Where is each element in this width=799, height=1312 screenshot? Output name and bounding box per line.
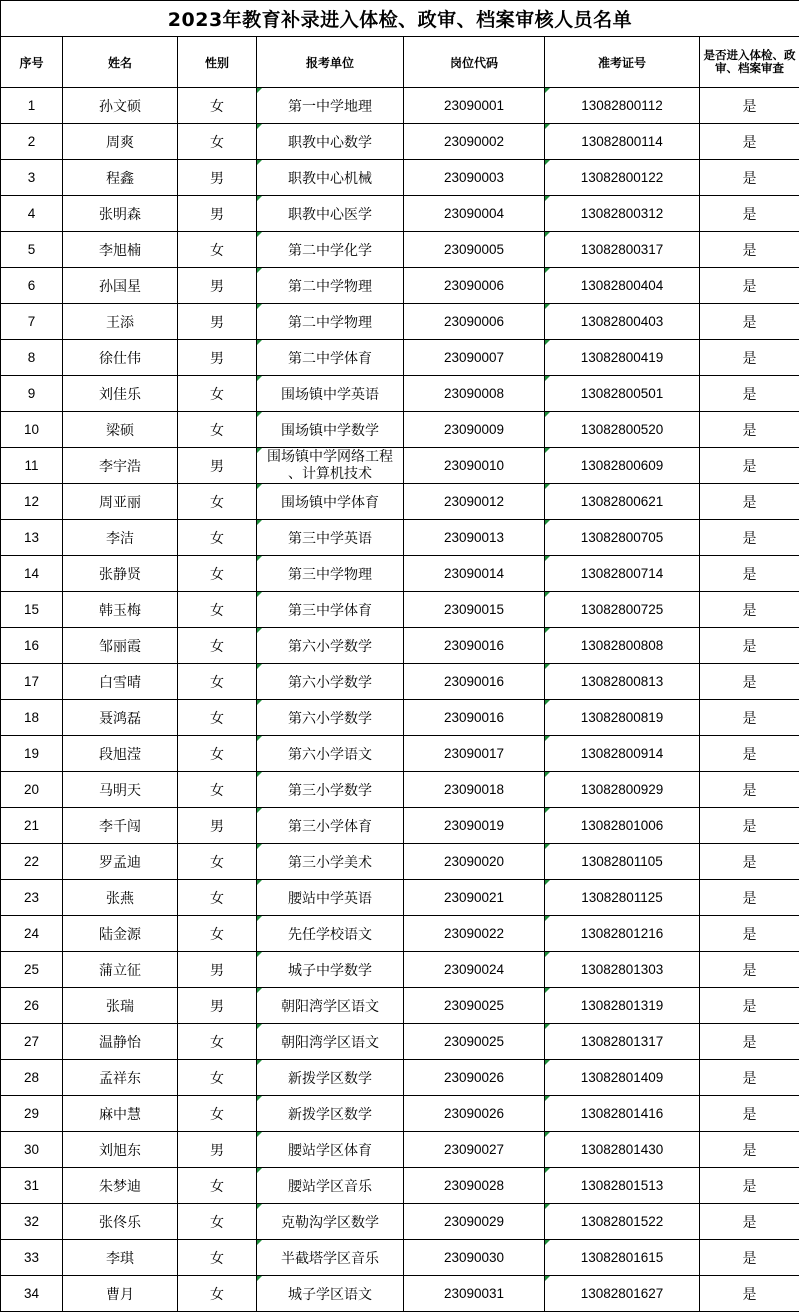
cell-post-code: 23090028 — [404, 1168, 545, 1204]
cell-ticket-no: 13082800312 — [545, 196, 700, 232]
cell-post-code: 23090027 — [404, 1132, 545, 1168]
cell-status: 是 — [700, 340, 799, 376]
table-row — [1, 1024, 799, 1060]
cell-name: 孙文硕 — [63, 88, 178, 124]
table-row — [1, 772, 799, 808]
cell-status: 是 — [700, 520, 799, 556]
cell-seq: 29 — [1, 1096, 63, 1132]
cell-name: 刘佳乐 — [63, 376, 178, 412]
cell-post-code: 23090004 — [404, 196, 545, 232]
cell-post-code: 23090030 — [404, 1240, 545, 1276]
table-row — [1, 1132, 799, 1168]
cell-post-code: 23090016 — [404, 664, 545, 700]
cell-post-code: 23090014 — [404, 556, 545, 592]
cell-status: 是 — [700, 916, 799, 952]
table-row — [1, 628, 799, 664]
cell-name: 邹丽霞 — [63, 628, 178, 664]
cell-post-code: 23090012 — [404, 484, 545, 520]
cell-status: 是 — [700, 736, 799, 772]
cell-name: 蒲立征 — [63, 952, 178, 988]
cell-status: 是 — [700, 1204, 799, 1240]
cell-status: 是 — [700, 700, 799, 736]
cell-gender: 女 — [178, 88, 257, 124]
cell-status: 是 — [700, 952, 799, 988]
cell-unit: 第三中学物理 — [257, 556, 404, 592]
cell-ticket-no: 13082800609 — [545, 448, 700, 484]
cell-unit: 第三小学体育 — [257, 808, 404, 844]
cell-status: 是 — [700, 1132, 799, 1168]
cell-ticket-no: 13082800403 — [545, 304, 700, 340]
cell-gender: 女 — [178, 484, 257, 520]
cell-seq: 14 — [1, 556, 63, 592]
table-row — [1, 376, 799, 412]
cell-unit: 第三中学体育 — [257, 592, 404, 628]
cell-gender: 女 — [178, 412, 257, 448]
cell-ticket-no: 13082801105 — [545, 844, 700, 880]
cell-status: 是 — [700, 664, 799, 700]
cell-ticket-no: 13082801409 — [545, 1060, 700, 1096]
cell-post-code: 23090015 — [404, 592, 545, 628]
cell-unit: 腰站学区音乐 — [257, 1168, 404, 1204]
table-row — [1, 700, 799, 736]
table-row — [1, 1204, 799, 1240]
cell-seq: 34 — [1, 1276, 63, 1312]
cell-seq: 1 — [1, 88, 63, 124]
cell-gender: 女 — [178, 736, 257, 772]
cell-ticket-no: 13082800114 — [545, 124, 700, 160]
cell-gender: 女 — [178, 232, 257, 268]
cell-name: 张佟乐 — [63, 1204, 178, 1240]
cell-seq: 23 — [1, 880, 63, 916]
cell-status: 是 — [700, 1096, 799, 1132]
cell-seq: 26 — [1, 988, 63, 1024]
cell-gender: 女 — [178, 556, 257, 592]
cell-seq: 12 — [1, 484, 63, 520]
table-row — [1, 664, 799, 700]
cell-ticket-no: 13082800813 — [545, 664, 700, 700]
cell-post-code: 23090026 — [404, 1096, 545, 1132]
table-row — [1, 556, 799, 592]
cell-seq: 32 — [1, 1204, 63, 1240]
cell-seq: 10 — [1, 412, 63, 448]
cell-name: 罗孟迪 — [63, 844, 178, 880]
cell-seq: 16 — [1, 628, 63, 664]
cell-status: 是 — [700, 988, 799, 1024]
column-header-status: 是否进入体检、政审、档案审查 — [700, 37, 799, 88]
cell-gender: 女 — [178, 1204, 257, 1240]
cell-seq: 24 — [1, 916, 63, 952]
column-header-gender: 性别 — [178, 37, 257, 88]
cell-name: 李千闯 — [63, 808, 178, 844]
cell-seq: 18 — [1, 700, 63, 736]
table-row — [1, 484, 799, 520]
cell-gender: 女 — [178, 1276, 257, 1312]
cell-ticket-no: 13082800914 — [545, 736, 700, 772]
cell-name: 温静怡 — [63, 1024, 178, 1060]
cell-unit-line: 、计算机技术 — [288, 465, 372, 482]
cell-name: 曹月 — [63, 1276, 178, 1312]
table-row — [1, 124, 799, 160]
cell-post-code: 23090022 — [404, 916, 545, 952]
cell-ticket-no: 13082801125 — [545, 880, 700, 916]
cell-ticket-no: 13082800725 — [545, 592, 700, 628]
table-row — [1, 1096, 799, 1132]
cell-seq: 5 — [1, 232, 63, 268]
cell-unit: 职教中心数学 — [257, 124, 404, 160]
cell-ticket-no: 13082801216 — [545, 916, 700, 952]
cell-name: 张瑞 — [63, 988, 178, 1024]
cell-status: 是 — [700, 1060, 799, 1096]
cell-name: 梁硕 — [63, 412, 178, 448]
cell-status: 是 — [700, 484, 799, 520]
cell-unit: 第二中学物理 — [257, 304, 404, 340]
cell-name: 李旭楠 — [63, 232, 178, 268]
cell-seq: 19 — [1, 736, 63, 772]
cell-unit-line: 围场镇中学网络工程 — [267, 448, 393, 465]
cell-seq: 33 — [1, 1240, 63, 1276]
cell-seq: 25 — [1, 952, 63, 988]
cell-status: 是 — [700, 880, 799, 916]
cell-name: 韩玉梅 — [63, 592, 178, 628]
cell-gender: 男 — [178, 1132, 257, 1168]
table-row — [1, 952, 799, 988]
table-row — [1, 232, 799, 268]
table-row — [1, 160, 799, 196]
cell-gender: 男 — [178, 988, 257, 1024]
cell-unit: 城子中学数学 — [257, 952, 404, 988]
cell-unit: 腰站中学英语 — [257, 880, 404, 916]
cell-ticket-no: 13082800501 — [545, 376, 700, 412]
table-row — [1, 916, 799, 952]
cell-gender: 男 — [178, 448, 257, 484]
cell-unit: 第六小学语文 — [257, 736, 404, 772]
cell-name: 陆金源 — [63, 916, 178, 952]
cell-unit: 职教中心机械 — [257, 160, 404, 196]
cell-status: 是 — [700, 772, 799, 808]
cell-status: 是 — [700, 124, 799, 160]
cell-unit: 第一中学地理 — [257, 88, 404, 124]
cell-gender: 女 — [178, 1060, 257, 1096]
cell-name: 张静贤 — [63, 556, 178, 592]
cell-gender: 女 — [178, 700, 257, 736]
cell-post-code: 23090002 — [404, 124, 545, 160]
cell-post-code: 23090029 — [404, 1204, 545, 1240]
table-row — [1, 1060, 799, 1096]
table-row — [1, 880, 799, 916]
cell-name: 张燕 — [63, 880, 178, 916]
table-row — [1, 268, 799, 304]
cell-ticket-no: 13082800122 — [545, 160, 700, 196]
cell-gender: 女 — [178, 1024, 257, 1060]
table-row — [1, 592, 799, 628]
cell-unit — [257, 448, 404, 484]
column-header-ticket-no: 准考证号 — [545, 37, 700, 88]
table-row — [1, 448, 799, 484]
cell-gender: 男 — [178, 808, 257, 844]
cell-unit: 新拨学区数学 — [257, 1060, 404, 1096]
cell-post-code: 23090010 — [404, 448, 545, 484]
cell-post-code: 23090009 — [404, 412, 545, 448]
cell-gender: 女 — [178, 844, 257, 880]
cell-gender: 男 — [178, 340, 257, 376]
cell-status: 是 — [700, 196, 799, 232]
cell-status: 是 — [700, 268, 799, 304]
cell-unit: 克勒沟学区数学 — [257, 1204, 404, 1240]
cell-name: 李宇浩 — [63, 448, 178, 484]
cell-seq: 15 — [1, 592, 63, 628]
column-header-unit: 报考单位 — [257, 37, 404, 88]
table-row — [1, 304, 799, 340]
cell-gender: 女 — [178, 628, 257, 664]
cell-name: 马明天 — [63, 772, 178, 808]
cell-post-code: 23090006 — [404, 304, 545, 340]
table-row — [1, 736, 799, 772]
cell-ticket-no: 13082801416 — [545, 1096, 700, 1132]
cell-gender: 女 — [178, 1168, 257, 1204]
cell-seq: 27 — [1, 1024, 63, 1060]
cell-post-code: 23090031 — [404, 1276, 545, 1312]
cell-status: 是 — [700, 1276, 799, 1312]
cell-seq: 17 — [1, 664, 63, 700]
cell-ticket-no: 13082800819 — [545, 700, 700, 736]
table-row — [1, 1240, 799, 1276]
cell-status: 是 — [700, 160, 799, 196]
cell-post-code: 23090024 — [404, 952, 545, 988]
cell-name: 孟祥东 — [63, 1060, 178, 1096]
cell-name: 刘旭东 — [63, 1132, 178, 1168]
cell-ticket-no: 13082800520 — [545, 412, 700, 448]
cell-unit: 第三小学数学 — [257, 772, 404, 808]
cell-unit: 第三小学美术 — [257, 844, 404, 880]
cell-gender: 女 — [178, 916, 257, 952]
cell-ticket-no: 13082801303 — [545, 952, 700, 988]
table-row — [1, 88, 799, 124]
cell-name: 朱梦迪 — [63, 1168, 178, 1204]
cell-post-code: 23090013 — [404, 520, 545, 556]
cell-ticket-no: 13082801319 — [545, 988, 700, 1024]
cell-gender: 男 — [178, 160, 257, 196]
cell-seq: 7 — [1, 304, 63, 340]
cell-post-code: 23090016 — [404, 700, 545, 736]
cell-name: 徐仕伟 — [63, 340, 178, 376]
cell-post-code: 23090025 — [404, 988, 545, 1024]
cell-seq: 2 — [1, 124, 63, 160]
cell-seq: 13 — [1, 520, 63, 556]
cell-gender: 男 — [178, 268, 257, 304]
cell-seq: 4 — [1, 196, 63, 232]
cell-name: 李洁 — [63, 520, 178, 556]
cell-gender: 女 — [178, 1240, 257, 1276]
column-header-name: 姓名 — [63, 37, 178, 88]
cell-name: 王添 — [63, 304, 178, 340]
cell-unit: 围场镇中学体育 — [257, 484, 404, 520]
cell-gender: 女 — [178, 124, 257, 160]
cell-ticket-no: 13082801317 — [545, 1024, 700, 1060]
cell-gender: 女 — [178, 664, 257, 700]
cell-seq: 20 — [1, 772, 63, 808]
cell-post-code: 23090008 — [404, 376, 545, 412]
cell-post-code: 23090021 — [404, 880, 545, 916]
cell-unit: 职教中心医学 — [257, 196, 404, 232]
cell-status: 是 — [700, 1024, 799, 1060]
cell-gender: 女 — [178, 376, 257, 412]
cell-name: 段旭滢 — [63, 736, 178, 772]
cell-name: 孙国星 — [63, 268, 178, 304]
cell-gender: 女 — [178, 880, 257, 916]
cell-unit: 城子学区语文 — [257, 1276, 404, 1312]
cell-seq: 6 — [1, 268, 63, 304]
cell-name: 周爽 — [63, 124, 178, 160]
cell-ticket-no: 13082800404 — [545, 268, 700, 304]
cell-ticket-no: 13082801627 — [545, 1276, 700, 1312]
cell-unit: 朝阳湾学区语文 — [257, 1024, 404, 1060]
cell-ticket-no: 13082800112 — [545, 88, 700, 124]
cell-unit: 半截塔学区音乐 — [257, 1240, 404, 1276]
cell-seq: 9 — [1, 376, 63, 412]
cell-unit: 新拨学区数学 — [257, 1096, 404, 1132]
table-body — [1, 88, 799, 1312]
column-header-post-code: 岗位代码 — [404, 37, 545, 88]
cell-post-code: 23090020 — [404, 844, 545, 880]
cell-gender: 男 — [178, 196, 257, 232]
cell-status: 是 — [700, 556, 799, 592]
cell-post-code: 23090007 — [404, 340, 545, 376]
table-row — [1, 340, 799, 376]
cell-name: 周亚丽 — [63, 484, 178, 520]
cell-ticket-no: 13082801522 — [545, 1204, 700, 1240]
cell-seq: 21 — [1, 808, 63, 844]
cell-unit: 第三中学英语 — [257, 520, 404, 556]
cell-unit: 围场镇中学英语 — [257, 376, 404, 412]
cell-unit: 先任学校语文 — [257, 916, 404, 952]
cell-unit: 朝阳湾学区语文 — [257, 988, 404, 1024]
cell-status: 是 — [700, 1168, 799, 1204]
cell-seq: 30 — [1, 1132, 63, 1168]
cell-ticket-no: 13082800929 — [545, 772, 700, 808]
cell-status: 是 — [700, 808, 799, 844]
cell-gender: 女 — [178, 772, 257, 808]
cell-status: 是 — [700, 448, 799, 484]
cell-post-code: 23090019 — [404, 808, 545, 844]
cell-gender: 男 — [178, 952, 257, 988]
cell-post-code: 23090017 — [404, 736, 545, 772]
cell-name: 聂鸿磊 — [63, 700, 178, 736]
cell-post-code: 23090001 — [404, 88, 545, 124]
cell-ticket-no: 13082801006 — [545, 808, 700, 844]
cell-ticket-no: 13082800705 — [545, 520, 700, 556]
cell-ticket-no: 13082800317 — [545, 232, 700, 268]
cell-post-code: 23090006 — [404, 268, 545, 304]
cell-unit: 第二中学物理 — [257, 268, 404, 304]
cell-seq: 8 — [1, 340, 63, 376]
cell-ticket-no: 13082800714 — [545, 556, 700, 592]
table-row — [1, 808, 799, 844]
cell-name: 张明森 — [63, 196, 178, 232]
cell-ticket-no: 13082801430 — [545, 1132, 700, 1168]
table-header-row — [1, 37, 799, 88]
cell-unit: 第二中学化学 — [257, 232, 404, 268]
cell-seq: 3 — [1, 160, 63, 196]
cell-status: 是 — [700, 592, 799, 628]
cell-post-code: 23090003 — [404, 160, 545, 196]
cell-status: 是 — [700, 844, 799, 880]
cell-ticket-no: 13082800808 — [545, 628, 700, 664]
cell-unit: 腰站学区体育 — [257, 1132, 404, 1168]
cell-status: 是 — [700, 1240, 799, 1276]
cell-seq: 11 — [1, 448, 63, 484]
table-row — [1, 412, 799, 448]
cell-post-code: 23090018 — [404, 772, 545, 808]
cell-ticket-no: 13082800419 — [545, 340, 700, 376]
cell-status: 是 — [700, 304, 799, 340]
cell-status: 是 — [700, 628, 799, 664]
cell-seq: 28 — [1, 1060, 63, 1096]
cell-ticket-no: 13082800621 — [545, 484, 700, 520]
cell-ticket-no: 13082801615 — [545, 1240, 700, 1276]
cell-status: 是 — [700, 232, 799, 268]
cell-name: 程鑫 — [63, 160, 178, 196]
cell-status: 是 — [700, 412, 799, 448]
cell-unit: 第二中学体育 — [257, 340, 404, 376]
cell-gender: 女 — [178, 592, 257, 628]
cell-post-code: 23090026 — [404, 1060, 545, 1096]
cell-unit: 第六小学数学 — [257, 628, 404, 664]
cell-unit: 围场镇中学数学 — [257, 412, 404, 448]
table-row — [1, 520, 799, 556]
cell-name: 李琪 — [63, 1240, 178, 1276]
table-row — [1, 1276, 799, 1312]
cell-status: 是 — [700, 88, 799, 124]
cell-seq: 22 — [1, 844, 63, 880]
cell-unit: 第六小学数学 — [257, 700, 404, 736]
cell-unit: 第六小学数学 — [257, 664, 404, 700]
cell-status: 是 — [700, 376, 799, 412]
cell-ticket-no: 13082801513 — [545, 1168, 700, 1204]
cell-post-code: 23090025 — [404, 1024, 545, 1060]
cell-gender: 女 — [178, 1096, 257, 1132]
column-header-seq: 序号 — [1, 37, 63, 88]
cell-post-code: 23090016 — [404, 628, 545, 664]
cell-name: 麻中慧 — [63, 1096, 178, 1132]
cell-post-code: 23090005 — [404, 232, 545, 268]
cell-name: 白雪晴 — [63, 664, 178, 700]
page-title: 2023年教育补录进入体检、政审、档案审核人员名单 — [1, 1, 799, 37]
table-row — [1, 196, 799, 232]
cell-seq: 31 — [1, 1168, 63, 1204]
table-row — [1, 844, 799, 880]
cell-gender: 女 — [178, 520, 257, 556]
table-row — [1, 1168, 799, 1204]
cell-gender: 男 — [178, 304, 257, 340]
table-row — [1, 988, 799, 1024]
